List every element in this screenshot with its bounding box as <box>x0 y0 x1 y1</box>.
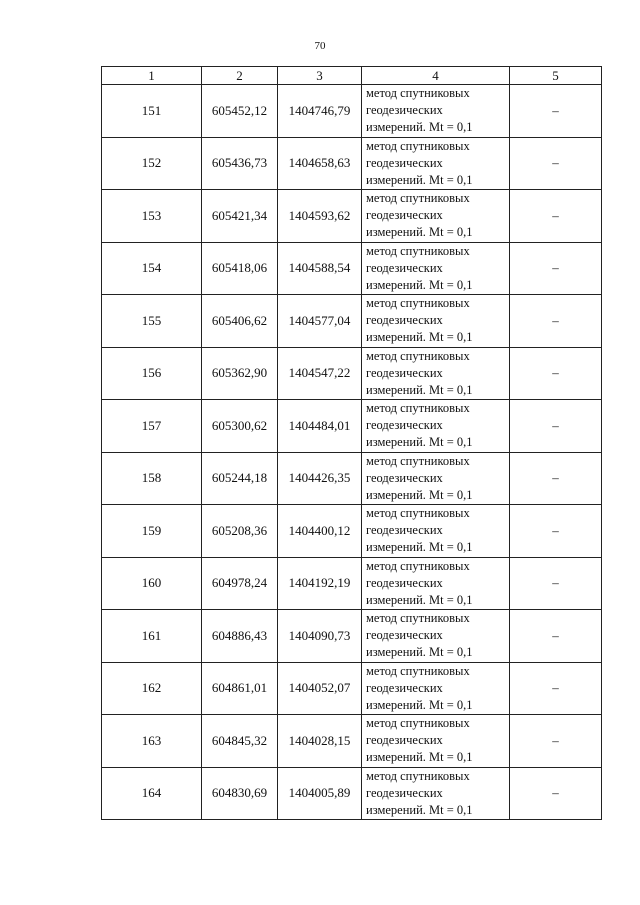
method-line: метод спутниковых <box>366 768 470 783</box>
table-row <box>102 715 602 768</box>
method-line: измерений. Mt = 0,1 <box>366 487 473 502</box>
method-cell <box>362 85 510 138</box>
y-coordinate-cell: 1404658,63 <box>278 137 362 190</box>
point-number-cell: 154 <box>102 242 202 295</box>
y-coordinate-cell: 1404588,54 <box>278 242 362 295</box>
method-line: метод спутниковых <box>366 86 470 101</box>
note-cell: – <box>510 190 602 243</box>
x-coordinate-cell: 605208,36 <box>202 505 278 558</box>
method-line: метод спутниковых <box>366 611 470 626</box>
point-number-cell: 156 <box>102 347 202 400</box>
method-line: измерений. Mt = 0,1 <box>366 225 473 240</box>
page-number: 70 <box>314 40 326 52</box>
x-coordinate-cell: 604861,01 <box>202 662 278 715</box>
method-line: геодезических <box>366 680 443 695</box>
point-number-cell: 159 <box>102 505 202 558</box>
method-line: измерений. Mt = 0,1 <box>366 172 473 187</box>
y-coordinate-cell: 1404052,07 <box>278 662 362 715</box>
x-coordinate-cell: 604978,24 <box>202 557 278 610</box>
table-row <box>102 242 602 295</box>
y-coordinate-cell: 1404746,79 <box>278 85 362 138</box>
x-coordinate-cell: 605406,62 <box>202 295 278 348</box>
x-coordinate-cell: 604830,69 <box>202 767 278 820</box>
y-coordinate-cell: 1404577,04 <box>278 295 362 348</box>
method-cell <box>362 505 510 558</box>
column-header-1: 1 <box>102 67 202 85</box>
point-number-cell: 151 <box>102 85 202 138</box>
method-cell <box>362 662 510 715</box>
table-header-row <box>102 67 602 85</box>
method-line: геодезических <box>366 208 443 223</box>
method-line: метод спутниковых <box>366 453 470 468</box>
method-cell <box>362 452 510 505</box>
method-line: метод спутниковых <box>366 716 470 731</box>
table-row <box>102 610 602 663</box>
method-line: геодезических <box>366 470 443 485</box>
note-cell: – <box>510 452 602 505</box>
y-coordinate-cell: 1404400,12 <box>278 505 362 558</box>
method-line: измерений. Mt = 0,1 <box>366 750 473 765</box>
y-coordinate-cell: 1404090,73 <box>278 610 362 663</box>
note-cell: – <box>510 715 602 768</box>
method-line: метод спутниковых <box>366 138 470 153</box>
method-line: измерений. Mt = 0,1 <box>366 382 473 397</box>
method-cell <box>362 295 510 348</box>
table-row <box>102 347 602 400</box>
method-cell <box>362 610 510 663</box>
point-number-cell: 153 <box>102 190 202 243</box>
note-cell: – <box>510 662 602 715</box>
table-row <box>102 137 602 190</box>
method-line: геодезических <box>366 523 443 538</box>
method-line: метод спутниковых <box>366 558 470 573</box>
point-number-cell: 160 <box>102 557 202 610</box>
y-coordinate-cell: 1404426,35 <box>278 452 362 505</box>
x-coordinate-cell: 605244,18 <box>202 452 278 505</box>
method-line: измерений. Mt = 0,1 <box>366 435 473 450</box>
point-number-cell: 155 <box>102 295 202 348</box>
table-row <box>102 190 602 243</box>
method-line: измерений. Mt = 0,1 <box>366 120 473 135</box>
method-line: измерений. Mt = 0,1 <box>366 540 473 555</box>
note-cell: – <box>510 347 602 400</box>
method-line: геодезических <box>366 785 443 800</box>
column-header-4: 4 <box>362 67 510 85</box>
method-line: геодезических <box>366 365 443 380</box>
table-row <box>102 452 602 505</box>
point-number-cell: 163 <box>102 715 202 768</box>
method-cell <box>362 557 510 610</box>
x-coordinate-cell: 604886,43 <box>202 610 278 663</box>
method-line: геодезических <box>366 260 443 275</box>
method-line: геодезических <box>366 733 443 748</box>
note-cell: – <box>510 85 602 138</box>
table-row <box>102 767 602 820</box>
note-cell: – <box>510 137 602 190</box>
method-cell <box>362 715 510 768</box>
method-cell <box>362 190 510 243</box>
note-cell: – <box>510 610 602 663</box>
x-coordinate-cell: 605300,62 <box>202 400 278 453</box>
coordinates-table <box>101 66 602 820</box>
method-line: геодезических <box>366 313 443 328</box>
method-line: измерений. Mt = 0,1 <box>366 277 473 292</box>
table-row <box>102 400 602 453</box>
method-cell <box>362 242 510 295</box>
method-cell <box>362 137 510 190</box>
method-cell <box>362 767 510 820</box>
column-header-5: 5 <box>510 67 602 85</box>
method-cell <box>362 400 510 453</box>
note-cell: – <box>510 400 602 453</box>
method-line: метод спутниковых <box>366 401 470 416</box>
point-number-cell: 164 <box>102 767 202 820</box>
table-row <box>102 557 602 610</box>
method-line: геодезических <box>366 418 443 433</box>
x-coordinate-cell: 605436,73 <box>202 137 278 190</box>
point-number-cell: 152 <box>102 137 202 190</box>
method-cell <box>362 347 510 400</box>
y-coordinate-cell: 1404192,19 <box>278 557 362 610</box>
x-coordinate-cell: 605452,12 <box>202 85 278 138</box>
x-coordinate-cell: 605418,06 <box>202 242 278 295</box>
method-line: метод спутниковых <box>366 348 470 363</box>
y-coordinate-cell: 1404547,22 <box>278 347 362 400</box>
method-line: измерений. Mt = 0,1 <box>366 330 473 345</box>
note-cell: – <box>510 557 602 610</box>
point-number-cell: 161 <box>102 610 202 663</box>
column-header-3: 3 <box>278 67 362 85</box>
point-number-cell: 157 <box>102 400 202 453</box>
table-row <box>102 505 602 558</box>
method-line: измерений. Mt = 0,1 <box>366 592 473 607</box>
table-row <box>102 662 602 715</box>
method-line: геодезических <box>366 155 443 170</box>
note-cell: – <box>510 767 602 820</box>
method-line: измерений. Mt = 0,1 <box>366 802 473 817</box>
method-line: измерений. Mt = 0,1 <box>366 697 473 712</box>
method-line: измерений. Mt = 0,1 <box>366 645 473 660</box>
method-line: геодезических <box>366 575 443 590</box>
method-line: геодезических <box>366 628 443 643</box>
x-coordinate-cell: 605421,34 <box>202 190 278 243</box>
y-coordinate-cell: 1404484,01 <box>278 400 362 453</box>
point-number-cell: 162 <box>102 662 202 715</box>
x-coordinate-cell: 604845,32 <box>202 715 278 768</box>
method-line: геодезических <box>366 103 443 118</box>
point-number-cell: 158 <box>102 452 202 505</box>
note-cell: – <box>510 505 602 558</box>
y-coordinate-cell: 1404593,62 <box>278 190 362 243</box>
table-row <box>102 295 602 348</box>
table-body <box>102 85 602 820</box>
note-cell: – <box>510 295 602 348</box>
table-row <box>102 85 602 138</box>
method-line: метод спутниковых <box>366 191 470 206</box>
x-coordinate-cell: 605362,90 <box>202 347 278 400</box>
y-coordinate-cell: 1404005,89 <box>278 767 362 820</box>
column-header-2: 2 <box>202 67 278 85</box>
method-line: метод спутниковых <box>366 506 470 521</box>
method-line: метод спутниковых <box>366 296 470 311</box>
method-line: метод спутниковых <box>366 663 470 678</box>
method-line: метод спутниковых <box>366 243 470 258</box>
note-cell: – <box>510 242 602 295</box>
y-coordinate-cell: 1404028,15 <box>278 715 362 768</box>
